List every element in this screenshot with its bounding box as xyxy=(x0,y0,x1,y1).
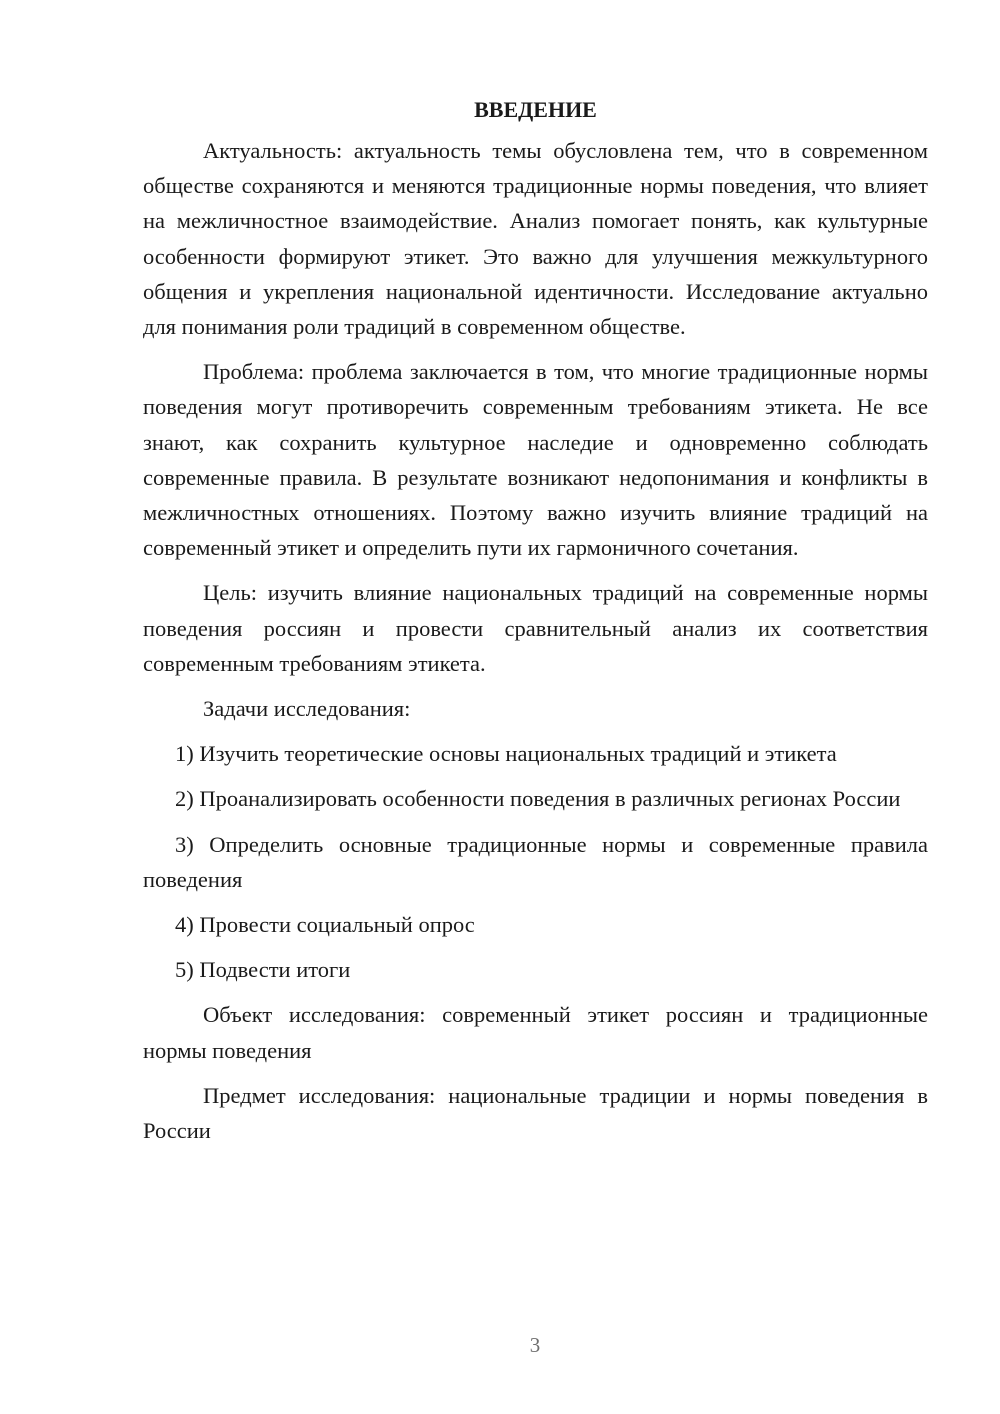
task-item-5: 5) Подвести итоги xyxy=(175,957,351,983)
section-title: ВВЕДЕНИЕ xyxy=(474,97,597,122)
page-content xyxy=(143,92,928,1158)
relevance-paragraph: Актуальность: актуальность темы обусловлена тем, что в современном обществе сохраняются и меняются традиционные нормы поведения, что влияет на межличностное взаимодействие. Анализ помогает понять, как культурные особенности формируют этикет. Это важно для улучшения межкультурного общения и укрепления национальной идентичности. Исследование актуально для понимания роли традиций в современном обществе. xyxy=(143,138,928,340)
task-item-3: 3) Определить основные традиционные нормы и современные правила поведения xyxy=(143,831,928,892)
task-item-4: 4) Провести социальный опрос xyxy=(175,912,475,938)
tasks-heading: Задачи исследования: xyxy=(203,696,411,722)
task-item-2: 2) Проанализировать особенности поведения в различных регионах России xyxy=(175,786,901,812)
subject-paragraph: Предмет исследования: национальные традиции и нормы поведения в России xyxy=(143,1082,928,1144)
page-number: 3 xyxy=(529,1333,541,1357)
goal-paragraph: Цель: изучить влияние национальных традиций на современные нормы поведения россиян и провести сравнительный анализ их соответствия современным требованиям этикета. xyxy=(143,580,928,676)
object-paragraph: Объект исследования: современный этикет россиян и традиционные нормы поведения xyxy=(143,1002,928,1063)
task-item-1: 1) Изучить теоретические основы национальных традиций и этикета xyxy=(175,741,837,767)
problem-paragraph: Проблема: проблема заключается в том, что многие традиционные нормы поведения могут противоречить современным требованиям этикета. Не все знают, как сохранить культурное наследие и одновременно соблюдать современные правила. В результате возникают недопонимания и конфликты в межличностных отношениях. Поэтому важно изучить влияние традиций на современный этикет и определить пути их гармоничного сочетания. xyxy=(143,359,928,561)
